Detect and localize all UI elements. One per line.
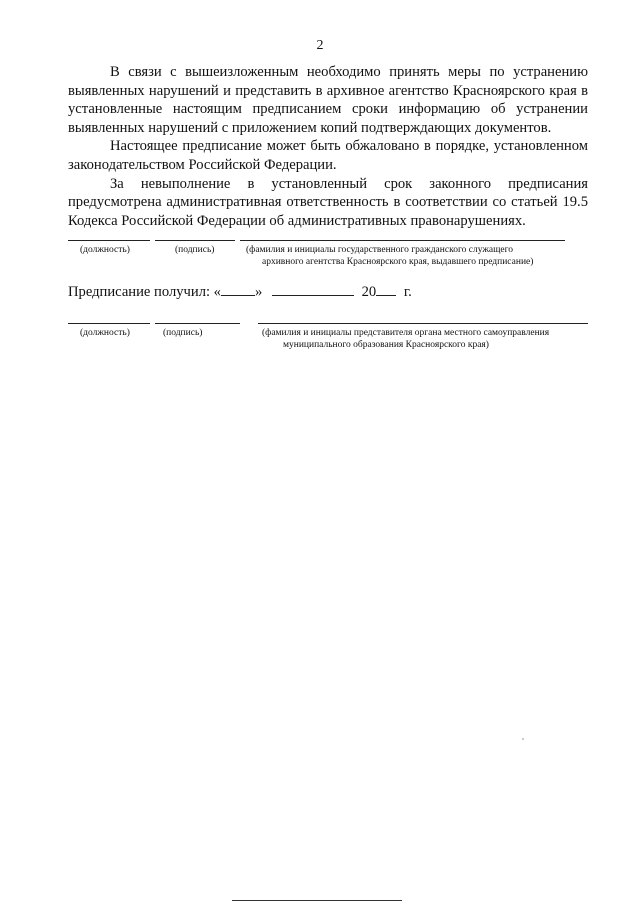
scan-speck (522, 738, 524, 740)
received-year-suffix: г. (403, 284, 412, 300)
received-year-prefix: 20 (361, 284, 377, 300)
received-label: Предписание получил: « (68, 284, 221, 300)
received-quote-close: » (254, 284, 263, 300)
paragraph-appeal: Настоящее предписание может быть обжаловано в порядке, установленном законодательством Российской Федерации. (68, 138, 588, 173)
page-number: 2 (316, 38, 324, 53)
recipient-signature-line (155, 323, 240, 324)
received-month-blank (272, 283, 354, 296)
issuer-signature-line (155, 240, 235, 241)
received-year-blank (376, 283, 396, 296)
received-day-blank (221, 283, 255, 296)
recipient-name-caption-line1: (фамилия и инициалы представителя органа местного самоуправления (262, 328, 550, 338)
recipient-name-line (258, 323, 588, 324)
recipient-signature-caption: (подпись) (163, 328, 203, 338)
recipient-position-line (68, 323, 150, 324)
issuer-name-caption-line1: (фамилия и инициалы государственного гражданского служащего (246, 245, 514, 255)
page-bottom-rule (232, 900, 402, 901)
body-text (68, 63, 588, 230)
issuer-name-caption-line2: архивного агентства Красноярского края, выдавшего предписание) (262, 257, 534, 267)
recipient-name-caption-line2: муниципального образования Красноярского края) (283, 340, 489, 350)
recipient-position-caption: (должность) (80, 328, 130, 338)
issuer-name-line (240, 240, 565, 241)
received-line (68, 283, 412, 301)
issuer-position-caption: (должность) (80, 245, 130, 255)
issuer-signature-caption: (подпись) (175, 245, 215, 255)
paragraph-remediation: В связи с вышеизложенным необходимо принять меры по устранению выявленных нарушений и представить в архивное агентство Красноярского края в установленные настоящим предписанием сроки информацию об устранении выявленных нарушений с приложением копий подтверждающих документов. (68, 64, 588, 136)
paragraph-liability: За невыполнение в установленный срок законного предписания предусмотрена административная ответственность в соответствии со статьей 19.5 Кодекса Российской Федерации об административных правонарушениях. (68, 175, 588, 229)
issuer-position-line (68, 240, 150, 241)
